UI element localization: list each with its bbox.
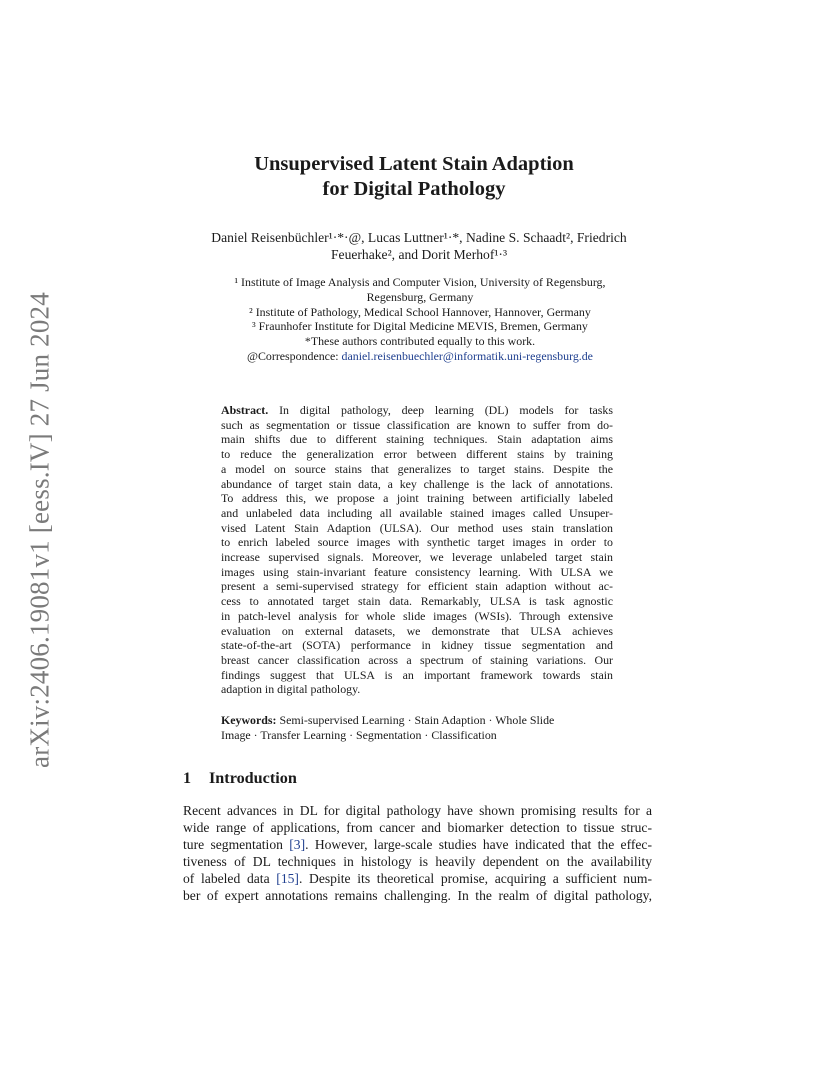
affiliation-line: ¹ Institute of Image Analysis and Computer Vision, University of Regensburg,: [234, 275, 606, 289]
abstract: [221, 403, 613, 697]
paper-title: [0, 152, 828, 202]
citation-link[interactable]: [3]: [289, 837, 306, 852]
abstract-line: abundance of target stain data, a key challenge is the lack of annotations.: [221, 476, 613, 491]
body-text-fragment: ture segmentation: [183, 837, 290, 852]
keywords-heading: Keywords:: [221, 713, 277, 727]
abstract-line: breast cancer classification across a spectrum of staining variations. Our: [221, 652, 613, 667]
section-heading-introduction: [183, 769, 297, 788]
body-line: wide range of applications, from cancer and biomarker detection to tissue struc-: [183, 820, 652, 835]
body-line: Recent advances in DL for digital pathology have shown promising results for a: [183, 803, 652, 818]
authors-line: Feuerhake², and Dorit Merhof¹·³: [330, 247, 508, 262]
arxiv-sidebar: [20, 290, 60, 770]
body-line: [183, 870, 652, 887]
body-text-fragment: . Despite its theoretical promise, acquiring a sufficient num-: [298, 871, 652, 886]
keywords: [221, 713, 613, 742]
abstract-line: state-of-the-art (SOTA) performance in kidney tissue segmentation and: [221, 638, 613, 653]
abstract-line: cess to annotated target stain data. Remarkably, ULSA is task agnostic: [221, 594, 613, 609]
body-line: [183, 836, 652, 853]
body-text-fragment: of labeled data: [183, 871, 277, 886]
affiliations: [150, 275, 690, 364]
authors-line: Daniel Reisenbüchler¹·*·@, Lucas Luttner¹·*, Nadine S. Schaadt², Friedrich: [211, 230, 627, 245]
keywords-line: Image · Transfer Learning · Segmentation · Classification: [221, 727, 497, 742]
introduction-paragraph: [183, 802, 652, 904]
abstract-line: vised Latent Stain Adaption (ULSA). Our method uses stain translation: [221, 520, 613, 535]
abstract-heading: Abstract.: [221, 403, 269, 417]
abstract-line: evaluation on external datasets, we demonstrate that ULSA achieves: [221, 623, 613, 638]
affiliation-line: Regensburg, Germany: [366, 289, 474, 304]
abstract-line: in patch-level analysis for whole slide images (WSIs). Through extensive: [221, 608, 613, 623]
abstract-line: to reduce the generalization error between different stains by training: [221, 447, 613, 462]
keywords-line: [221, 713, 613, 728]
section-title: Introduction: [209, 769, 297, 787]
correspondence-email-link[interactable]: daniel.reisenbuechler@informatik.uni-regensburg.de: [341, 348, 593, 363]
affiliation-line: ³ Fraunhofer Institute for Digital Medicine MEVIS, Bremen, Germany: [252, 319, 588, 334]
abstract-line: such as segmentation or tissue classification are known to suffer from do-: [221, 417, 613, 432]
abstract-line: main shifts due to different staining techniques. Stain adaptation aims: [221, 432, 613, 447]
abstract-first-line: In digital pathology, deep learning (DL) models for tasks: [268, 403, 613, 417]
keywords-first-line: Semi-supervised Learning · Stain Adaption · Whole Slide: [276, 713, 555, 727]
abstract-line: images using stain-invariant feature consistency learning. With ULSA we: [221, 564, 613, 579]
abstract-line: present a semi-supervised strategy for efficient stain adaption without ac-: [221, 579, 613, 594]
author-list: [190, 229, 648, 263]
abstract-line: increase supervised signals. Moreover, we leverage unlabeled target stain: [221, 550, 613, 565]
abstract-line: [221, 403, 613, 418]
correspondence-label: @Correspondence:: [247, 348, 342, 363]
correspondence-line: [150, 349, 690, 364]
title-line: Unsupervised Latent Stain Adaption: [254, 153, 574, 175]
body-line: tiveness of DL techniques in histology is heavily dependent on the availability: [183, 854, 652, 869]
affiliation-line: ² Institute of Pathology, Medical School Hannover, Hannover, Germany: [249, 304, 591, 319]
title-line: for Digital Pathology: [322, 178, 506, 200]
abstract-line: to enrich labeled source images with synthetic target images in order to: [221, 535, 613, 550]
abstract-line: adaption in digital pathology.: [221, 682, 361, 697]
section-number: 1: [183, 769, 192, 787]
abstract-line: findings suggest that ULSA is an important framework towards stain: [221, 667, 613, 682]
citation-link[interactable]: [15]: [276, 871, 299, 886]
body-line: ber of expert annotations remains challenging. In the realm of digital pathology,: [183, 888, 652, 903]
equal-contribution-note: *These authors contributed equally to this work.: [304, 334, 536, 349]
abstract-line: To address this, we propose a joint training between artificially labeled: [221, 491, 613, 506]
body-text-fragment: . However, large-scale studies have indicated that the effec-: [305, 837, 652, 852]
abstract-line: and unlabeled data including all available stained images called Unsuper-: [221, 505, 613, 520]
arxiv-identifier[interactable]: arXiv:2406.19081v1 [eess.IV] 27 Jun 2024: [24, 292, 55, 768]
abstract-line: a model on source stains that generalizes to target stains. Despite the: [221, 461, 613, 476]
